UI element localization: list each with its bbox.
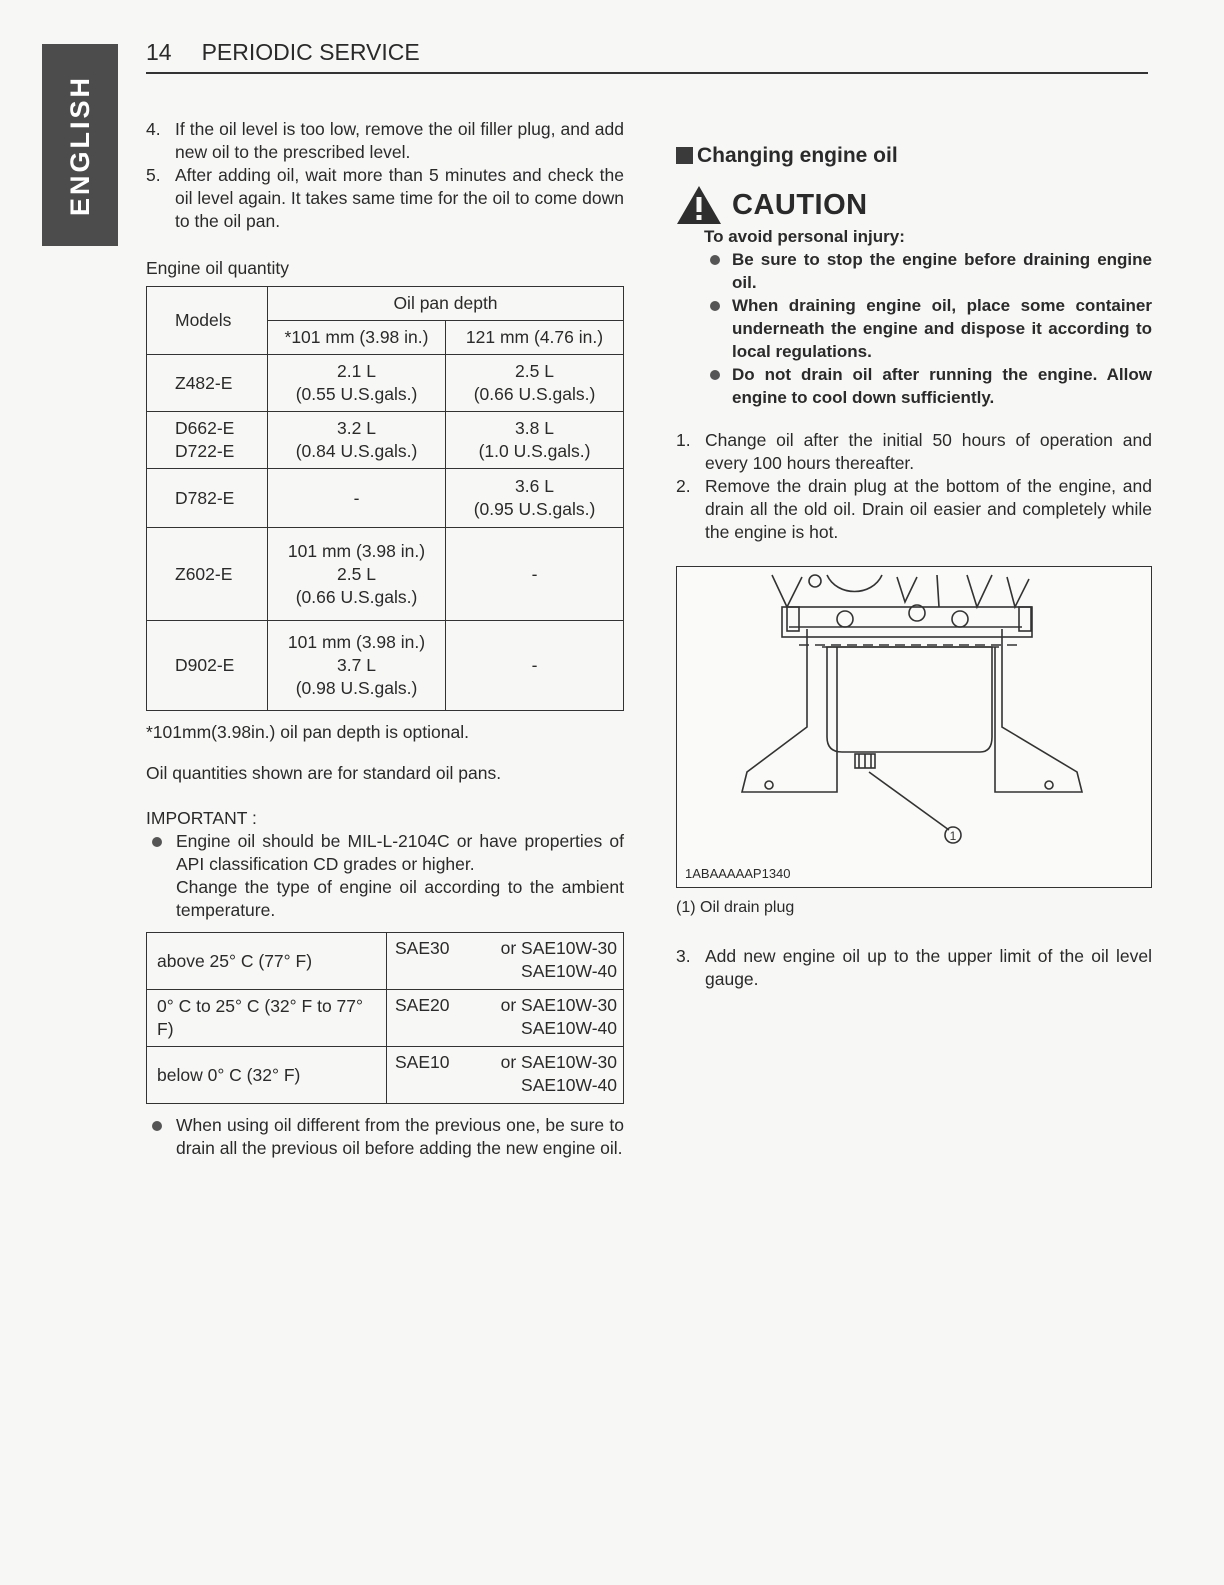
step-number: 1.	[676, 430, 691, 450]
bullet-icon	[146, 1114, 176, 1160]
model-name: D662-E	[175, 418, 235, 438]
qty-value: 2.5 L	[515, 361, 554, 381]
caution-body	[704, 225, 1152, 409]
oil-note: Oil quantities shown are for standard oil pans.	[146, 763, 502, 783]
qty-gal: (1.0 U.S.gals.)	[478, 441, 591, 461]
col2-header: 121 mm (4.76 in.)	[446, 321, 624, 355]
qty-cell	[268, 528, 446, 621]
callout-number: 1	[949, 829, 957, 843]
important-bullet	[146, 830, 624, 922]
table-row	[147, 990, 624, 1047]
step-item	[146, 118, 624, 164]
figure-code: 1ABAAAAAP1340	[685, 866, 791, 881]
page-header	[146, 40, 1148, 74]
qty-cell	[446, 412, 624, 469]
caution-title: CAUTION	[732, 188, 868, 221]
qty-value: 3.6 L	[515, 476, 554, 496]
pan-depth: 101 mm (3.98 in.)	[287, 632, 426, 652]
bullet-text	[176, 830, 624, 922]
page-number: 14	[146, 39, 172, 65]
section-heading: PERIODIC SERVICE	[201, 39, 420, 65]
sae-cell: SAE10	[387, 1047, 459, 1104]
caution-bullet	[704, 294, 1152, 363]
quantity-label: Engine oil quantity	[146, 258, 290, 278]
qty-cell	[268, 412, 446, 469]
models-header: Models	[147, 287, 268, 355]
step-item	[676, 429, 1152, 475]
caution-intro: To avoid personal injury:	[704, 227, 905, 246]
step-item	[676, 475, 1152, 544]
step-number: 4.	[146, 119, 161, 139]
table-row	[147, 933, 624, 990]
caution-header	[676, 185, 1152, 225]
section-title-text: Changing engine oil	[697, 144, 898, 167]
footnote: *101mm(3.98in.) oil pan depth is optional.	[146, 722, 469, 742]
alt-cell	[459, 990, 624, 1047]
bullet-icon	[704, 363, 732, 409]
table-row	[147, 1047, 624, 1104]
step-number: 2.	[676, 476, 691, 496]
qty-cell	[268, 621, 446, 711]
qty-gal: (0.55 U.S.gals.)	[295, 384, 418, 404]
language-tab	[42, 44, 118, 246]
language-tab-label: ENGLISH	[64, 74, 95, 216]
section-title	[676, 144, 1152, 167]
temp-cell: below 0° C (32° F)	[147, 1047, 387, 1104]
qty-value: 3.7 L	[337, 655, 376, 675]
important-title: IMPORTANT :	[146, 808, 257, 828]
left-column	[146, 118, 624, 1160]
step-item	[676, 945, 1152, 991]
model-name: D722-E	[175, 441, 235, 461]
steps-list	[676, 945, 1152, 991]
oil-pan-drawing	[677, 567, 1150, 867]
figure-caption: (1) Oil drain plug	[676, 899, 795, 916]
warning-triangle-icon	[676, 185, 722, 225]
qty-gal: (0.66 U.S.gals.)	[295, 586, 418, 607]
bullet-text: When draining engine oil, place some container underneath the engine and dispose it according to local regulations.	[732, 296, 1152, 361]
model-cell	[147, 412, 268, 469]
oil-pan-figure	[676, 566, 1152, 888]
alt-grade: or SAE10W-30	[500, 995, 617, 1015]
qty-value: 2.1 L	[337, 361, 376, 381]
qty-cell: -	[446, 621, 624, 711]
bullet-icon	[704, 294, 732, 363]
temp-cell: above 25° C (77° F)	[147, 933, 387, 990]
bullet-icon	[146, 830, 176, 922]
table-row	[147, 621, 624, 711]
step-number: 3.	[676, 946, 691, 966]
right-column	[676, 144, 1152, 991]
qty-cell	[446, 355, 624, 412]
qty-cell	[268, 355, 446, 412]
bullet-text: Do not drain oil after running the engine. Allow engine to cool down sufficiently.	[732, 365, 1152, 407]
qty-value: 3.8 L	[515, 418, 554, 438]
qty-value: 2.5 L	[337, 563, 376, 584]
sae-cell: SAE20	[387, 990, 459, 1047]
bullet-text: When using oil different from the previous one, be sure to drain all the previous oil before adding the new engine oil.	[176, 1115, 624, 1158]
viscosity-table	[146, 932, 624, 1104]
bullet-icon	[704, 248, 732, 294]
step-text: After adding oil, wait more than 5 minutes and check the oil level again. It takes same time for the oil to come down to the oil pan.	[175, 165, 624, 231]
alt-grade: SAE10W-40	[521, 961, 617, 981]
step-text: Change oil after the initial 50 hours of operation and every 100 hours thereafter.	[705, 430, 1152, 473]
sae-cell: SAE30	[387, 933, 459, 990]
temp-cell: 0° C to 25° C (32° F to 77° F)	[147, 990, 387, 1047]
model-cell: Z602-E	[147, 528, 268, 621]
step-item	[146, 164, 624, 233]
table-row	[147, 412, 624, 469]
table-row	[147, 469, 624, 528]
step-text: Add new engine oil up to the upper limit of the oil level gauge.	[705, 946, 1152, 989]
qty-cell: -	[268, 469, 446, 528]
model-cell: D782-E	[147, 469, 268, 528]
step-number: 5.	[146, 165, 161, 185]
table-row	[147, 528, 624, 621]
step-text: If the oil level is too low, remove the oil filler plug, and add new oil to the prescribed level.	[175, 119, 624, 162]
qty-cell: -	[446, 528, 624, 621]
pan-depth: 101 mm (3.98 in.)	[287, 540, 426, 561]
depth-header: Oil pan depth	[268, 287, 624, 321]
caution-bullet	[704, 363, 1152, 409]
qty-value: 3.2 L	[337, 418, 376, 438]
qty-gal: (0.84 U.S.gals.)	[295, 441, 418, 461]
qty-gal: (0.98 U.S.gals.)	[295, 678, 418, 698]
alt-grade: SAE10W-40	[521, 1075, 617, 1095]
qty-gal: (0.95 U.S.gals.)	[473, 499, 596, 519]
alt-cell	[459, 1047, 624, 1104]
square-bullet-icon	[676, 147, 693, 164]
final-bullet	[146, 1114, 624, 1160]
bullet-line: Change the type of engine oil according to the ambient temperature.	[176, 877, 624, 920]
steps-list	[146, 118, 624, 233]
alt-grade: or SAE10W-30	[500, 938, 617, 958]
step-text: Remove the drain plug at the bottom of the engine, and drain all the old oil. Drain oil easier and completely while the engine is hot.	[705, 476, 1152, 542]
steps-list	[676, 429, 1152, 544]
alt-grade: or SAE10W-30	[500, 1052, 617, 1072]
col1-header: *101 mm (3.98 in.)	[268, 321, 446, 355]
model-cell: Z482-E	[147, 355, 268, 412]
table-row	[147, 355, 624, 412]
qty-cell	[446, 469, 624, 528]
bullet-text: Be sure to stop the engine before draining engine oil.	[732, 250, 1152, 292]
alt-cell	[459, 933, 624, 990]
bullet-line: Engine oil should be MIL-L-2104C or have properties of API classification CD grades or higher.	[176, 831, 624, 874]
caution-bullet	[704, 248, 1152, 294]
alt-grade: SAE10W-40	[521, 1018, 617, 1038]
model-cell: D902-E	[147, 621, 268, 711]
oil-quantity-table	[146, 286, 624, 711]
qty-gal: (0.66 U.S.gals.)	[473, 384, 596, 404]
